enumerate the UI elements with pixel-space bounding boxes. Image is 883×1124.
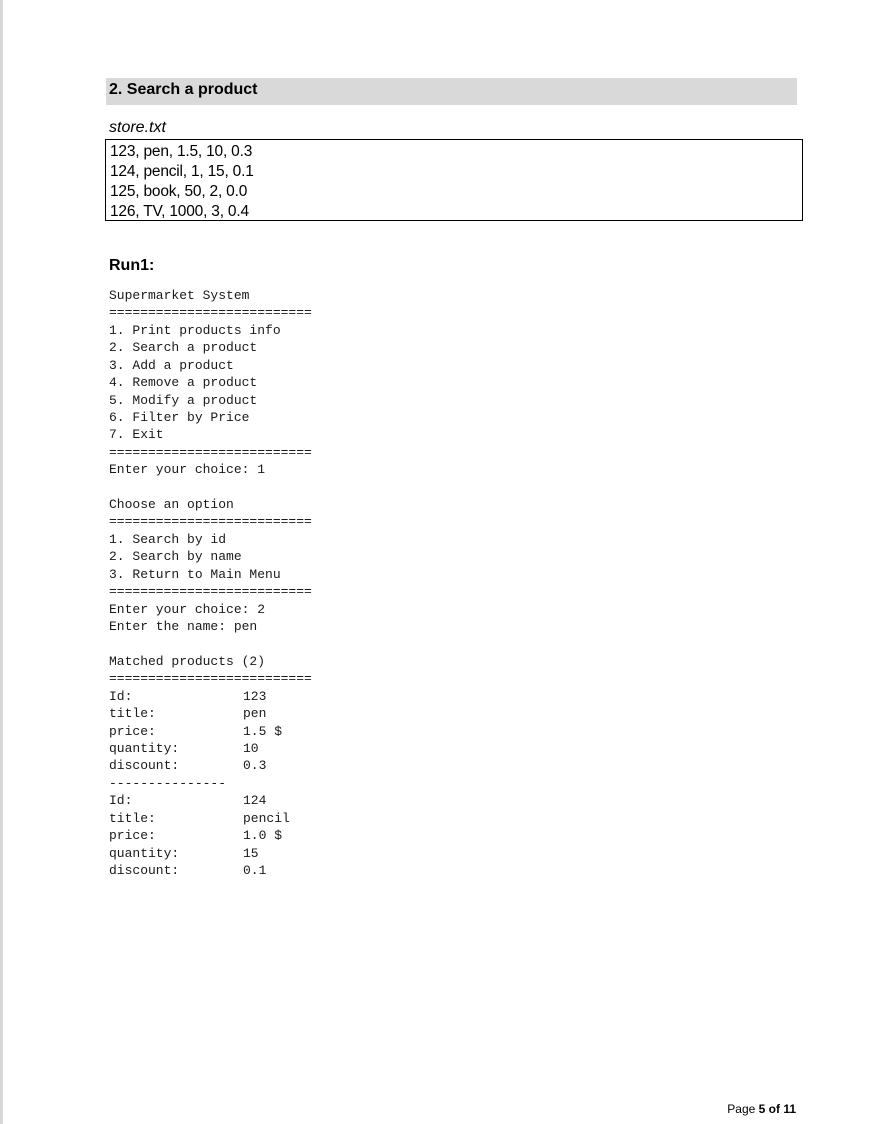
field-value: pen xyxy=(243,706,267,722)
submenu-item: 3. Return to Main Menu xyxy=(109,566,281,582)
file-line: 123, pen, 1.5, 10, 0.3 xyxy=(110,143,253,160)
file-line: 126, TV, 1000, 3, 0.4 xyxy=(110,203,249,220)
product-record xyxy=(109,792,312,879)
page-edge-shadow xyxy=(0,0,3,1124)
menu-item: 7. Exit xyxy=(109,427,164,443)
file-line: 125, book, 50, 2, 0.0 xyxy=(110,183,248,200)
page-total: 11 xyxy=(783,1102,796,1116)
field-key: title: xyxy=(109,706,156,722)
menu-item: 3. Add a product xyxy=(109,357,234,373)
product-field xyxy=(109,740,312,757)
field-key: Id: xyxy=(109,793,133,809)
console-prompt: Enter your choice: 1 xyxy=(109,462,266,478)
results-title: Matched products (2) xyxy=(109,653,266,669)
field-value: 1.5 $ xyxy=(243,723,283,739)
file-content-box xyxy=(105,139,803,221)
menu-item: 2. Search a product xyxy=(109,340,258,356)
record-divider: --------------- xyxy=(109,775,227,791)
console-separator: ========================== xyxy=(109,444,312,460)
section-heading xyxy=(106,78,797,105)
field-value: 15 xyxy=(243,845,259,861)
field-value: 123 xyxy=(243,688,267,704)
console-output xyxy=(109,287,312,879)
menu-item: 4. Remove a product xyxy=(109,375,258,391)
page-footer xyxy=(727,1101,796,1117)
product-field xyxy=(109,792,312,809)
menu-item: 5. Modify a product xyxy=(109,392,258,408)
blank-line xyxy=(109,635,312,652)
menu-item: 6. Filter by Price xyxy=(109,409,250,425)
product-field xyxy=(109,827,312,844)
field-key: discount: xyxy=(109,862,180,878)
console-separator: ========================== xyxy=(109,514,312,530)
console-title: Supermarket System xyxy=(109,288,250,303)
product-field xyxy=(109,862,312,879)
product-field xyxy=(109,845,312,862)
product-field xyxy=(109,757,312,774)
field-key: quantity: xyxy=(109,740,180,756)
console-prompt: Enter your choice: 2 xyxy=(109,601,266,617)
product-record xyxy=(109,688,312,775)
field-key: discount: xyxy=(109,758,180,774)
page-number: 5 xyxy=(758,1102,766,1116)
field-value: 124 xyxy=(243,793,267,809)
submenu-title: Choose an option xyxy=(109,497,234,513)
menu-item: 1. Print products info xyxy=(109,322,281,338)
field-key: Id: xyxy=(109,688,133,704)
field-value: 0.3 xyxy=(243,758,267,774)
submenu-item: 2. Search by name xyxy=(109,549,242,565)
section-heading-text: 2. Search a product xyxy=(109,81,258,98)
submenu-item: 1. Search by id xyxy=(109,531,227,547)
page-word: Page xyxy=(727,1102,759,1116)
product-field xyxy=(109,688,312,705)
product-field xyxy=(109,705,312,722)
field-key: price: xyxy=(109,723,156,739)
console-separator: ========================== xyxy=(109,305,312,321)
console-prompt: Enter the name: pen xyxy=(109,619,258,635)
file-name: store.txt xyxy=(109,119,166,136)
console-separator: ========================== xyxy=(109,671,312,687)
field-key: quantity: xyxy=(109,845,180,861)
product-field xyxy=(109,723,312,740)
field-value: pencil xyxy=(243,810,290,826)
field-key: price: xyxy=(109,828,156,844)
field-value: 0.1 xyxy=(243,862,267,878)
console-separator: ========================== xyxy=(109,584,312,600)
of-word: of xyxy=(765,1102,784,1116)
field-value: 1.0 $ xyxy=(243,828,283,844)
field-value: 10 xyxy=(243,740,259,756)
file-line: 124, pencil, 1, 15, 0.1 xyxy=(110,163,254,180)
product-field xyxy=(109,810,312,827)
run-label: Run1: xyxy=(109,257,155,274)
blank-line xyxy=(109,479,312,496)
field-key: title: xyxy=(109,810,156,826)
